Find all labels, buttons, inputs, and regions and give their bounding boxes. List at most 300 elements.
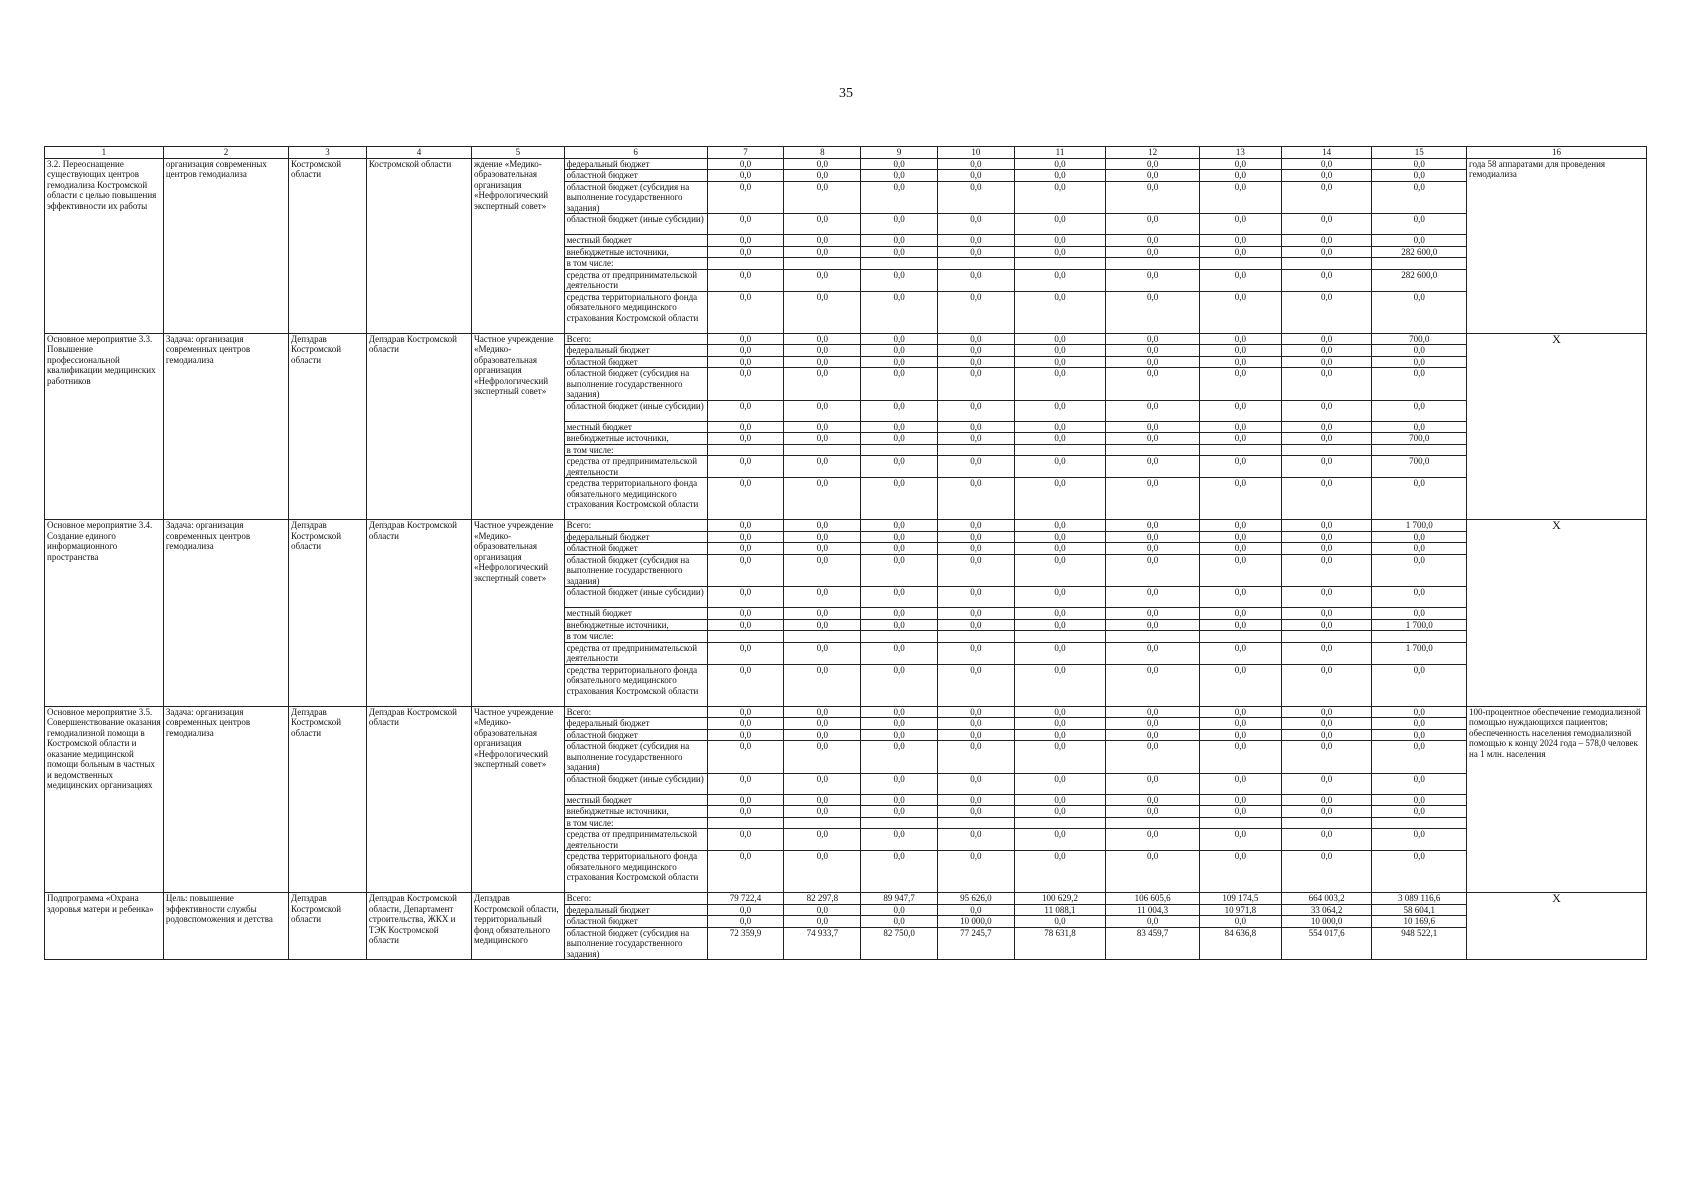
- funding-value: 0,0: [937, 520, 1014, 532]
- funding-value: 0,0: [707, 531, 784, 543]
- funding-value: 0,0: [861, 181, 938, 214]
- funding-value: 89 947,7: [861, 893, 938, 905]
- funding-value: 0,0: [937, 158, 1014, 170]
- funding-value: 0,0: [1106, 158, 1200, 170]
- funding-value: 0,0: [707, 520, 784, 532]
- funding-source-label: областной бюджет (субсидия на выполнение государственного задания): [564, 741, 707, 774]
- funding-value: 0,0: [1372, 181, 1467, 214]
- coordinator: Депздрав Костромской области: [289, 520, 367, 707]
- funding-value: 0,0: [1014, 400, 1106, 421]
- funding-value: 0,0: [1281, 356, 1371, 368]
- column-number: 1: [45, 147, 164, 159]
- funding-value: 0,0: [937, 291, 1014, 333]
- funding-value: 664 003,2: [1281, 893, 1371, 905]
- funding-value: 0,0: [1281, 587, 1371, 608]
- funding-value: 0,0: [784, 619, 861, 631]
- funding-value: 10 000,0: [1281, 916, 1371, 928]
- funding-value: 0,0: [1281, 531, 1371, 543]
- funding-value: 0,0: [1281, 741, 1371, 774]
- funding-value: 0,0: [784, 291, 861, 333]
- funding-value: [1372, 444, 1467, 456]
- funding-value: 0,0: [784, 433, 861, 445]
- funding-value: 0,0: [1199, 170, 1281, 182]
- funding-value: 700,0: [1372, 433, 1467, 445]
- funding-value: 10 971,8: [1199, 904, 1281, 916]
- column-number: 10: [937, 147, 1014, 159]
- funding-value: 0,0: [937, 456, 1014, 478]
- expected-result: 100-процентное обеспечение гемодиализной помощью нуждающихся пациентов; обеспеченность населения гемодиализной помощью к концу 2024 года – 578,0 человек на 1 млн. населения: [1467, 706, 1647, 893]
- funding-value: 0,0: [861, 706, 938, 718]
- funding-value: 0,0: [707, 291, 784, 333]
- funding-value: 0,0: [1106, 421, 1200, 433]
- funding-value: 0,0: [707, 718, 784, 730]
- funding-value: 0,0: [1014, 718, 1106, 730]
- funding-source-label: средства от предпринимательской деятельности: [564, 456, 707, 478]
- funding-source-label: Всего:: [564, 706, 707, 718]
- funding-value: 0,0: [1281, 729, 1371, 741]
- funding-value: 1 700,0: [1372, 619, 1467, 631]
- funding-value: 0,0: [784, 158, 861, 170]
- funding-value: 0,0: [1106, 729, 1200, 741]
- funding-value: 0,0: [1014, 333, 1106, 345]
- funding-source-label: областной бюджет: [564, 170, 707, 182]
- funding-value: 0,0: [1281, 718, 1371, 730]
- funding-value: 0,0: [1372, 478, 1467, 520]
- funding-value: 82 297,8: [784, 893, 861, 905]
- funding-value: 0,0: [861, 851, 938, 893]
- measure-task: Задача: организация современных центров гемодиализа: [163, 333, 288, 520]
- funding-value: 0,0: [1106, 269, 1200, 291]
- funding-value: [861, 631, 938, 643]
- funding-value: 0,0: [861, 520, 938, 532]
- funding-value: 78 631,8: [1014, 927, 1106, 960]
- funding-value: 0,0: [1106, 916, 1200, 928]
- funding-value: 0,0: [784, 456, 861, 478]
- funding-value: 0,0: [1281, 642, 1371, 664]
- funding-value: 0,0: [1372, 587, 1467, 608]
- funding-value: 10 169,6: [1372, 916, 1467, 928]
- funding-value: 0,0: [1106, 368, 1200, 401]
- funding-value: 0,0: [861, 664, 938, 706]
- funding-value: 72 359,9: [707, 927, 784, 960]
- funding-value: 0,0: [937, 664, 1014, 706]
- funding-value: 0,0: [784, 400, 861, 421]
- responsible-executor: Депздрав Костромской области: [366, 333, 471, 520]
- funding-value: 0,0: [784, 269, 861, 291]
- funding-value: 0,0: [1281, 269, 1371, 291]
- funding-value: 0,0: [937, 543, 1014, 555]
- responsible-executor: Депздрав Костромской области: [366, 520, 471, 707]
- funding-value: 0,0: [1372, 356, 1467, 368]
- funding-value: 0,0: [1281, 333, 1371, 345]
- funding-value: 0,0: [937, 706, 1014, 718]
- funding-value: 0,0: [1281, 608, 1371, 620]
- funding-value: 0,0: [861, 741, 938, 774]
- participant: Депздрав Костромской области, территориальный фонд обязательного медицинского: [472, 893, 565, 960]
- funding-value: 0,0: [1372, 806, 1467, 818]
- funding-value: 0,0: [937, 181, 1014, 214]
- funding-value: 0,0: [784, 478, 861, 520]
- funding-value: 0,0: [937, 400, 1014, 421]
- funding-value: 0,0: [707, 916, 784, 928]
- funding-value: 0,0: [861, 794, 938, 806]
- funding-value: 0,0: [861, 246, 938, 258]
- funding-source-label: федеральный бюджет: [564, 345, 707, 357]
- measure-task: Задача: организация современных центров гемодиализа: [163, 706, 288, 893]
- funding-source-label: средства территориального фонда обязательного медицинского страхования Костромской области: [564, 664, 707, 706]
- funding-value: 0,0: [861, 806, 938, 818]
- funding-value: 0,0: [937, 729, 1014, 741]
- funding-value: 0,0: [1014, 554, 1106, 587]
- funding-value: [1014, 631, 1106, 643]
- funding-source-label: местный бюджет: [564, 608, 707, 620]
- funding-value: [1281, 631, 1371, 643]
- funding-source-label: областной бюджет (иные субсидии): [564, 214, 707, 235]
- funding-value: 11 088,1: [1014, 904, 1106, 916]
- funding-value: 0,0: [707, 741, 784, 774]
- funding-value: 0,0: [937, 531, 1014, 543]
- funding-value: 0,0: [861, 400, 938, 421]
- funding-value: 0,0: [1014, 421, 1106, 433]
- column-number: 5: [472, 147, 565, 159]
- funding-value: 554 017,6: [1281, 927, 1371, 960]
- funding-value: 0,0: [1199, 554, 1281, 587]
- funding-value: 0,0: [1281, 829, 1371, 851]
- funding-value: 0,0: [1372, 421, 1467, 433]
- funding-value: 0,0: [1199, 181, 1281, 214]
- funding-value: 0,0: [1199, 916, 1281, 928]
- funding-value: 0,0: [1014, 246, 1106, 258]
- funding-source-label: областной бюджет: [564, 916, 707, 928]
- participant: Частное учреждение «Медико-образовательная организация «Нефрологический экспертный совет»: [472, 333, 565, 520]
- funding-value: 0,0: [707, 456, 784, 478]
- funding-value: 0,0: [937, 368, 1014, 401]
- funding-value: 0,0: [861, 170, 938, 182]
- funding-value: 0,0: [861, 433, 938, 445]
- funding-value: 0,0: [937, 904, 1014, 916]
- funding-value: 0,0: [707, 851, 784, 893]
- funding-source-label: областной бюджет: [564, 729, 707, 741]
- column-number: 6: [564, 147, 707, 159]
- funding-value: 0,0: [784, 851, 861, 893]
- funding-value: 0,0: [1106, 291, 1200, 333]
- funding-value: 0,0: [861, 269, 938, 291]
- funding-value: 0,0: [1014, 741, 1106, 774]
- funding-value: 0,0: [1014, 478, 1106, 520]
- funding-value: 0,0: [1014, 158, 1106, 170]
- funding-value: 0,0: [1014, 729, 1106, 741]
- funding-value: 0,0: [1106, 543, 1200, 555]
- funding-value: 0,0: [1199, 642, 1281, 664]
- funding-value: 0,0: [1372, 794, 1467, 806]
- funding-value: 0,0: [707, 421, 784, 433]
- funding-source-label: внебюджетные источники,: [564, 806, 707, 818]
- funding-value: 0,0: [937, 851, 1014, 893]
- funding-source-label: средства территориального фонда обязательного медицинского страхования Костромской области: [564, 851, 707, 893]
- funding-value: 0,0: [1199, 433, 1281, 445]
- funding-value: 0,0: [784, 642, 861, 664]
- funding-value: [1014, 817, 1106, 829]
- funding-value: 0,0: [1281, 235, 1371, 247]
- funding-value: [1014, 258, 1106, 270]
- funding-value: 0,0: [1106, 235, 1200, 247]
- funding-value: 0,0: [707, 400, 784, 421]
- funding-value: 0,0: [1199, 829, 1281, 851]
- responsible-executor: Депздрав Костромской области: [366, 706, 471, 893]
- funding-value: 0,0: [1372, 608, 1467, 620]
- funding-value: 0,0: [1281, 706, 1371, 718]
- funding-source-label: областной бюджет (субсидия на выполнение государственного задания): [564, 554, 707, 587]
- funding-value: 0,0: [784, 587, 861, 608]
- funding-value: 0,0: [784, 181, 861, 214]
- funding-source-label: федеральный бюджет: [564, 904, 707, 916]
- funding-value: 0,0: [784, 368, 861, 401]
- funding-source-label: областной бюджет (субсидия на выполнение государственного задания): [564, 181, 707, 214]
- funding-source-label: в том числе:: [564, 631, 707, 643]
- funding-value: 0,0: [937, 246, 1014, 258]
- funding-value: 0,0: [1199, 520, 1281, 532]
- funding-value: 0,0: [707, 158, 784, 170]
- funding-value: 0,0: [1281, 456, 1371, 478]
- funding-value: 0,0: [707, 829, 784, 851]
- funding-value: 0,0: [1106, 642, 1200, 664]
- funding-value: 0,0: [707, 181, 784, 214]
- measure-task: Цель: повышение эффективности службы родовспоможения и детства: [163, 893, 288, 960]
- funding-value: 0,0: [1281, 214, 1371, 235]
- funding-value: 0,0: [707, 794, 784, 806]
- funding-value: 0,0: [861, 291, 938, 333]
- funding-value: 0,0: [1106, 806, 1200, 818]
- funding-value: [861, 817, 938, 829]
- funding-row: [45, 893, 1647, 905]
- funding-value: 0,0: [1281, 619, 1371, 631]
- funding-value: 0,0: [1281, 181, 1371, 214]
- column-number: 16: [1467, 147, 1647, 159]
- funding-value: 0,0: [784, 345, 861, 357]
- funding-value: 0,0: [1199, 851, 1281, 893]
- funding-value: [1199, 444, 1281, 456]
- funding-value: 0,0: [1106, 181, 1200, 214]
- funding-source-label: внебюджетные источники,: [564, 246, 707, 258]
- funding-value: 0,0: [1014, 181, 1106, 214]
- funding-value: [707, 258, 784, 270]
- funding-value: 0,0: [1372, 741, 1467, 774]
- funding-row: [45, 520, 1647, 532]
- funding-value: 0,0: [1106, 664, 1200, 706]
- funding-value: 0,0: [784, 729, 861, 741]
- funding-value: 0,0: [937, 333, 1014, 345]
- funding-value: 0,0: [1014, 214, 1106, 235]
- funding-source-label: Всего:: [564, 520, 707, 532]
- funding-value: 0,0: [707, 368, 784, 401]
- funding-value: 0,0: [707, 246, 784, 258]
- funding-value: 0,0: [784, 421, 861, 433]
- funding-value: 0,0: [707, 478, 784, 520]
- funding-value: 0,0: [707, 214, 784, 235]
- funding-value: 0,0: [937, 619, 1014, 631]
- funding-value: 0,0: [861, 718, 938, 730]
- funding-value: 0,0: [1106, 741, 1200, 774]
- funding-value: 82 750,0: [861, 927, 938, 960]
- funding-value: [1199, 258, 1281, 270]
- funding-value: [784, 258, 861, 270]
- funding-row: [45, 706, 1647, 718]
- funding-value: [1281, 817, 1371, 829]
- funding-source-label: федеральный бюджет: [564, 718, 707, 730]
- funding-value: 0,0: [707, 587, 784, 608]
- funding-value: 0,0: [707, 269, 784, 291]
- funding-value: 0,0: [1281, 851, 1371, 893]
- funding-value: 0,0: [1014, 794, 1106, 806]
- column-number: 15: [1372, 147, 1467, 159]
- funding-value: 0,0: [784, 916, 861, 928]
- funding-value: 0,0: [784, 531, 861, 543]
- funding-value: 0,0: [937, 773, 1014, 794]
- funding-value: 0,0: [1014, 235, 1106, 247]
- funding-value: 0,0: [1014, 829, 1106, 851]
- funding-value: [937, 444, 1014, 456]
- funding-source-label: средства от предпринимательской деятельности: [564, 829, 707, 851]
- funding-value: [1372, 631, 1467, 643]
- funding-value: [937, 631, 1014, 643]
- funding-value: 10 000,0: [937, 916, 1014, 928]
- funding-value: [1106, 258, 1200, 270]
- funding-value: 0,0: [1281, 520, 1371, 532]
- funding-value: 0,0: [1199, 794, 1281, 806]
- funding-source-label: федеральный бюджет: [564, 531, 707, 543]
- column-number: 4: [366, 147, 471, 159]
- funding-value: 0,0: [1199, 400, 1281, 421]
- funding-value: 0,0: [1199, 235, 1281, 247]
- measure-name: Основное мероприятие 3.3. Повышение профессиональной квалификации медицинских работников: [45, 333, 164, 520]
- funding-value: 0,0: [1014, 806, 1106, 818]
- funding-value: 0,0: [1372, 291, 1467, 333]
- funding-source-label: в том числе:: [564, 444, 707, 456]
- funding-value: 0,0: [1199, 718, 1281, 730]
- funding-value: [1372, 817, 1467, 829]
- funding-value: 700,0: [1372, 333, 1467, 345]
- funding-value: 0,0: [1014, 531, 1106, 543]
- funding-value: 100 629,2: [1014, 893, 1106, 905]
- funding-value: 0,0: [861, 368, 938, 401]
- funding-value: 0,0: [707, 619, 784, 631]
- funding-value: 0,0: [1106, 456, 1200, 478]
- funding-value: 0,0: [784, 706, 861, 718]
- funding-value: 0,0: [707, 773, 784, 794]
- funding-value: [707, 817, 784, 829]
- funding-value: [1106, 631, 1200, 643]
- funding-value: 74 933,7: [784, 927, 861, 960]
- expected-result: года 58 аппаратами для проведения гемодиализа: [1467, 158, 1647, 333]
- funding-value: 0,0: [784, 543, 861, 555]
- funding-source-label: областной бюджет: [564, 356, 707, 368]
- funding-source-label: в том числе:: [564, 817, 707, 829]
- funding-source-label: областной бюджет (иные субсидии): [564, 587, 707, 608]
- funding-source-label: областной бюджет (субсидия на выполнение государственного задания): [564, 368, 707, 401]
- funding-value: 282 600,0: [1372, 246, 1467, 258]
- funding-value: 0,0: [1106, 400, 1200, 421]
- funding-value: 0,0: [1281, 368, 1371, 401]
- funding-value: 0,0: [1281, 543, 1371, 555]
- funding-value: 0,0: [1106, 718, 1200, 730]
- funding-source-label: внебюджетные источники,: [564, 433, 707, 445]
- column-number: 2: [163, 147, 288, 159]
- funding-value: 0,0: [861, 729, 938, 741]
- funding-value: 0,0: [1199, 773, 1281, 794]
- funding-value: 0,0: [1281, 246, 1371, 258]
- column-number: 8: [784, 147, 861, 159]
- funding-value: 0,0: [861, 829, 938, 851]
- funding-value: 77 245,7: [937, 927, 1014, 960]
- funding-value: 0,0: [1014, 345, 1106, 357]
- funding-source-label: областной бюджет (иные субсидии): [564, 400, 707, 421]
- coordinator: Депздрав Костромской области: [289, 333, 367, 520]
- measure-task: Задача: организация современных центров гемодиализа: [163, 520, 288, 707]
- funding-value: 0,0: [1014, 543, 1106, 555]
- funding-value: 0,0: [1199, 269, 1281, 291]
- funding-value: 0,0: [1372, 400, 1467, 421]
- funding-value: 0,0: [784, 773, 861, 794]
- funding-value: 0,0: [784, 829, 861, 851]
- funding-value: 3 089 116,6: [1372, 893, 1467, 905]
- funding-value: [861, 258, 938, 270]
- coordinator: Депздрав Костромской области: [289, 706, 367, 893]
- funding-value: 0,0: [937, 554, 1014, 587]
- funding-value: 0,0: [937, 587, 1014, 608]
- funding-value: [937, 817, 1014, 829]
- funding-value: 0,0: [861, 587, 938, 608]
- funding-value: 0,0: [1014, 170, 1106, 182]
- funding-value: 1 700,0: [1372, 642, 1467, 664]
- responsible-executor: Костромской области: [366, 158, 471, 333]
- funding-value: [784, 631, 861, 643]
- column-number: 9: [861, 147, 938, 159]
- funding-value: 0,0: [1106, 246, 1200, 258]
- funding-value: 0,0: [937, 356, 1014, 368]
- column-number: 14: [1281, 147, 1371, 159]
- funding-value: 0,0: [1372, 718, 1467, 730]
- funding-value: 0,0: [1372, 706, 1467, 718]
- financing-table: [44, 146, 1647, 960]
- funding-value: 0,0: [937, 235, 1014, 247]
- funding-value: 0,0: [707, 904, 784, 916]
- column-number: 11: [1014, 147, 1106, 159]
- funding-value: 0,0: [784, 741, 861, 774]
- funding-value: 0,0: [1199, 368, 1281, 401]
- funding-row: [45, 333, 1647, 345]
- funding-value: 11 004,3: [1106, 904, 1200, 916]
- funding-value: 0,0: [1281, 421, 1371, 433]
- funding-value: [1281, 258, 1371, 270]
- funding-value: 948 522,1: [1372, 927, 1467, 960]
- funding-value: 0,0: [1372, 829, 1467, 851]
- measure-name: Основное мероприятие 3.4. Создание единого информационного пространства: [45, 520, 164, 707]
- expected-result: X: [1467, 893, 1647, 960]
- funding-value: 0,0: [937, 642, 1014, 664]
- funding-value: 0,0: [1106, 706, 1200, 718]
- funding-value: [784, 444, 861, 456]
- funding-value: 0,0: [1199, 531, 1281, 543]
- funding-value: 0,0: [1199, 806, 1281, 818]
- funding-value: 0,0: [1372, 773, 1467, 794]
- funding-value: 0,0: [1199, 706, 1281, 718]
- funding-value: 0,0: [707, 554, 784, 587]
- funding-value: 0,0: [1199, 456, 1281, 478]
- funding-value: 0,0: [1106, 170, 1200, 182]
- funding-value: 0,0: [861, 214, 938, 235]
- column-number: 13: [1199, 147, 1281, 159]
- funding-source-label: федеральный бюджет: [564, 158, 707, 170]
